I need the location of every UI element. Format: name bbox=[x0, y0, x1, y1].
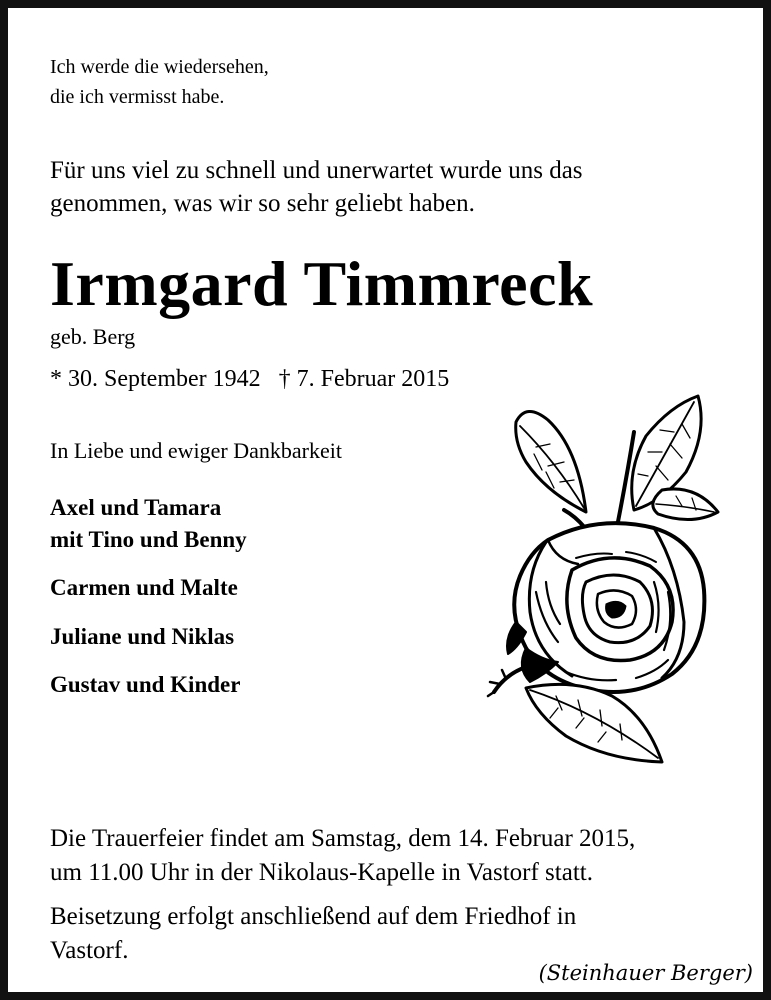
family-line: mit Tino und Benny bbox=[50, 527, 247, 552]
intro-line-1: Für uns viel zu schnell und unerwartet wurde uns das bbox=[50, 157, 583, 184]
birth-date: * 30. September 1942 bbox=[50, 366, 261, 392]
burial-line-2: Vastorf. bbox=[50, 937, 129, 964]
service-line-2: um 11.00 Uhr in der Nikolaus-Kapelle in Vastorf statt. bbox=[50, 859, 593, 886]
family-line: Juliane und Niklas bbox=[50, 624, 235, 649]
opening-quote bbox=[50, 52, 269, 112]
deceased-name: Irmgard Timmreck bbox=[50, 248, 594, 319]
intro-line-2: genommen, was wir so sehr geliebt haben. bbox=[50, 190, 475, 217]
service-line-1: Die Trauerfeier findet am Samstag, dem 14. Februar 2015, bbox=[50, 825, 636, 852]
burial-info bbox=[50, 900, 576, 968]
maiden-name: geb. Berg bbox=[50, 324, 136, 349]
life-dates bbox=[50, 363, 449, 395]
burial-line-1: Beisetzung erfolgt anschließend auf dem Friedhof in bbox=[50, 903, 577, 930]
quote-line-2: die ich vermisst habe. bbox=[50, 86, 225, 108]
dedication-line: In Liebe und ewiger Dankbarkeit bbox=[50, 438, 342, 463]
rose-icon bbox=[486, 392, 726, 772]
intro-text bbox=[50, 154, 583, 220]
family-line: Carmen und Malte bbox=[50, 575, 238, 600]
death-date: † 7. Februar 2015 bbox=[278, 366, 450, 392]
family-line: Axel und Tamara bbox=[50, 495, 222, 520]
family-line: Gustav und Kinder bbox=[50, 672, 241, 697]
funeral-service-info bbox=[50, 822, 635, 890]
quote-line-1: Ich werde die wiedersehen, bbox=[50, 56, 269, 78]
undertaker-signature: (Steinhauer Berger) bbox=[538, 961, 753, 985]
